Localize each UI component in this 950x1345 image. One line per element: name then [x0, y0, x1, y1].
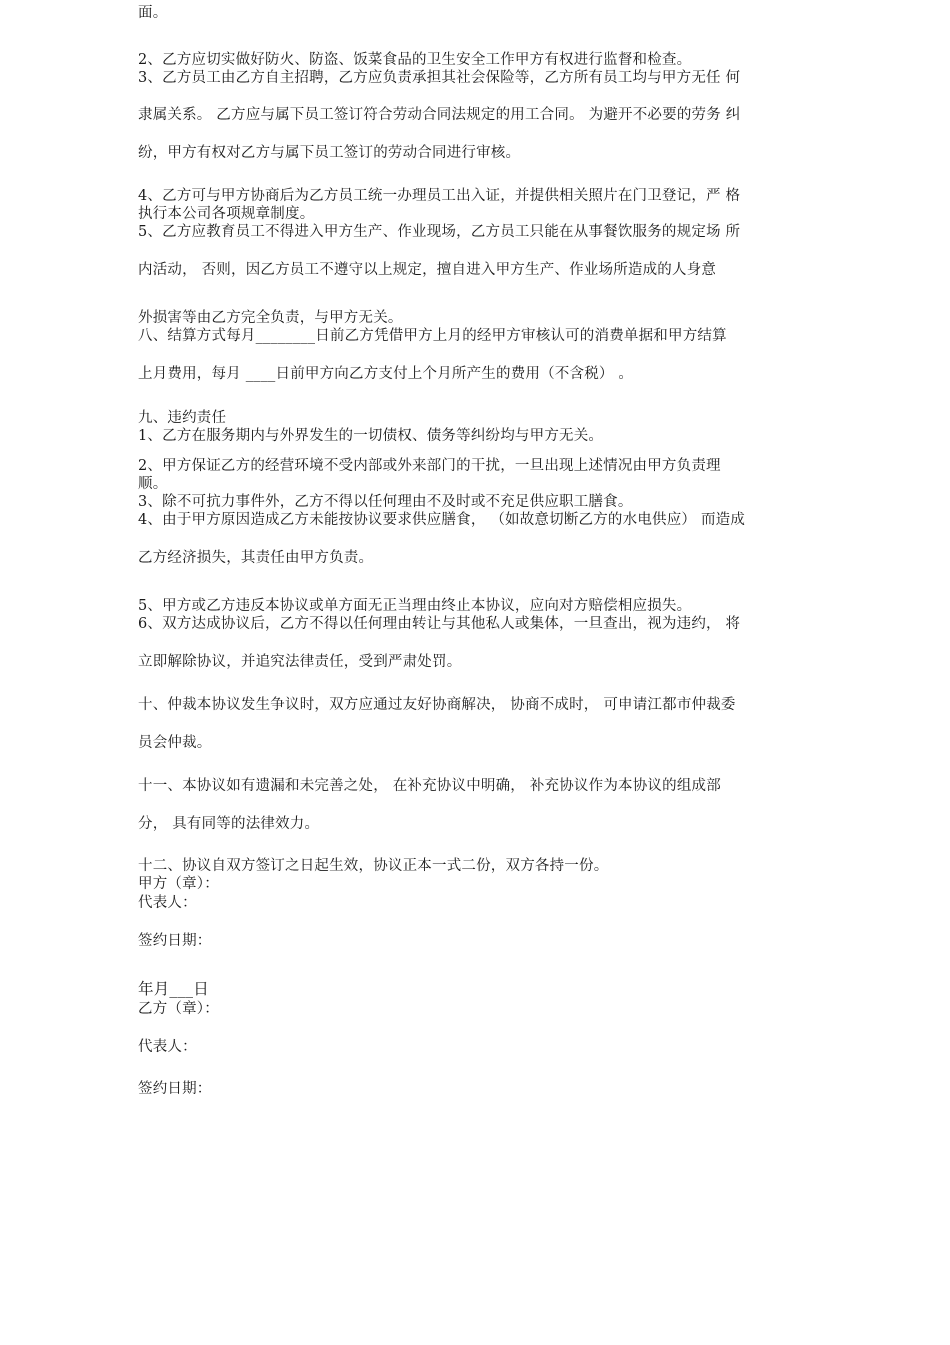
- text-line: 5、乙方应教育员工不得进入甲方生产、作业现场，乙方员工只能在从事餐饮服务的规定场 所: [138, 224, 741, 240]
- text-line: 3、乙方员工由乙方自主招聘，乙方应负责承担其社会保险等，乙方所有员工均与甲方无任 何: [138, 70, 741, 86]
- text-line: 2、乙方应切实做好防火、防盗、饭菜食品的卫生安全工作甲方有权进行监督和检查。: [138, 52, 692, 68]
- text-line: 2、甲方保证乙方的经营环境不受内部或外来部门的干扰，一旦出现上述情况由甲方负责理: [138, 458, 721, 474]
- text-line: 3、除不可抗力事件外，乙方不得以任何理由不及时或不充足供应职工膳食。: [138, 494, 633, 510]
- text-line: 6、双方达成协议后，乙方不得以任何理由转让与其他私人或集体，一旦查出，视为违约， 将: [138, 616, 741, 632]
- text-line: 1、乙方在服务期内与外界发生的一切债权、债务等纠纷均与甲方无关。: [138, 428, 604, 444]
- text-line: 执行本公司各项规章制度。: [138, 206, 315, 222]
- text-line: 外损害等由乙方完全负责，与甲方无关。: [138, 310, 403, 326]
- text-line: 十、仲裁本协议发生争议时，双方应通过友好协商解决， 协商不成时， 可申请江都市仲裁委: [138, 697, 736, 713]
- text-line: 4、由于甲方原因造成乙方未能按协议要求供应膳食， （如故意切断乙方的水电供应） 而造成: [138, 512, 746, 528]
- signature-date: 签约日期：: [138, 933, 212, 949]
- text-line: 顺。: [138, 476, 168, 492]
- text-line: 八、结算方式每月________日前乙方凭借甲方上月的经甲方审核认可的消费单据和甲方结算: [138, 328, 727, 344]
- text-line: 4、乙方可与甲方协商后为乙方员工统一办理员工出入证，并提供相关照片在门卫登记，严 格: [138, 188, 741, 204]
- signature-party-b: 乙方（章）：: [138, 1001, 219, 1017]
- text-line: 隶属关系。 乙方应与属下员工签订符合劳动合同法规定的用工合同。 为避开不必要的劳务 纠: [138, 107, 741, 123]
- text-line: 纷，甲方有权对乙方与属下员工签订的劳动合同进行审核。: [138, 145, 521, 161]
- section-heading: 九、违约责任: [138, 410, 227, 426]
- signature-party-a: 甲方（章）：: [138, 876, 219, 892]
- text-line: 面。: [138, 5, 168, 21]
- text-line: 员会仲裁。: [138, 735, 212, 751]
- text-line: 立即解除协议，并追究法律责任，受到严肃处罚。: [138, 654, 462, 670]
- date-line: 年月___日: [138, 980, 209, 998]
- signature-representative: 代表人：: [138, 1039, 197, 1055]
- text-line: 分， 具有同等的法律效力。: [138, 816, 320, 832]
- text-line: 乙方经济损失，其责任由甲方负责。: [138, 550, 374, 566]
- text-line: 上月费用，每月 ____日前甲方向乙方支付上个月所产生的费用（不含税） 。: [138, 366, 634, 382]
- text-line: 十二、协议自双方签订之日起生效，协议正本一式二份，双方各持一份。: [138, 858, 609, 874]
- text-line: 5、甲方或乙方违反本协议或单方面无正当理由终止本协议，应向对方赔偿相应损失。: [138, 598, 692, 614]
- text-line: 内活动， 否则，因乙方员工不遵守以上规定，擅自进入甲方生产、作业场所造成的人身意: [138, 262, 717, 278]
- signature-date: 签约日期：: [138, 1081, 212, 1097]
- text-line: 十一、本协议如有遗漏和未完善之处， 在补充协议中明确， 补充协议作为本协议的组成部: [138, 778, 721, 794]
- signature-representative: 代表人：: [138, 895, 197, 911]
